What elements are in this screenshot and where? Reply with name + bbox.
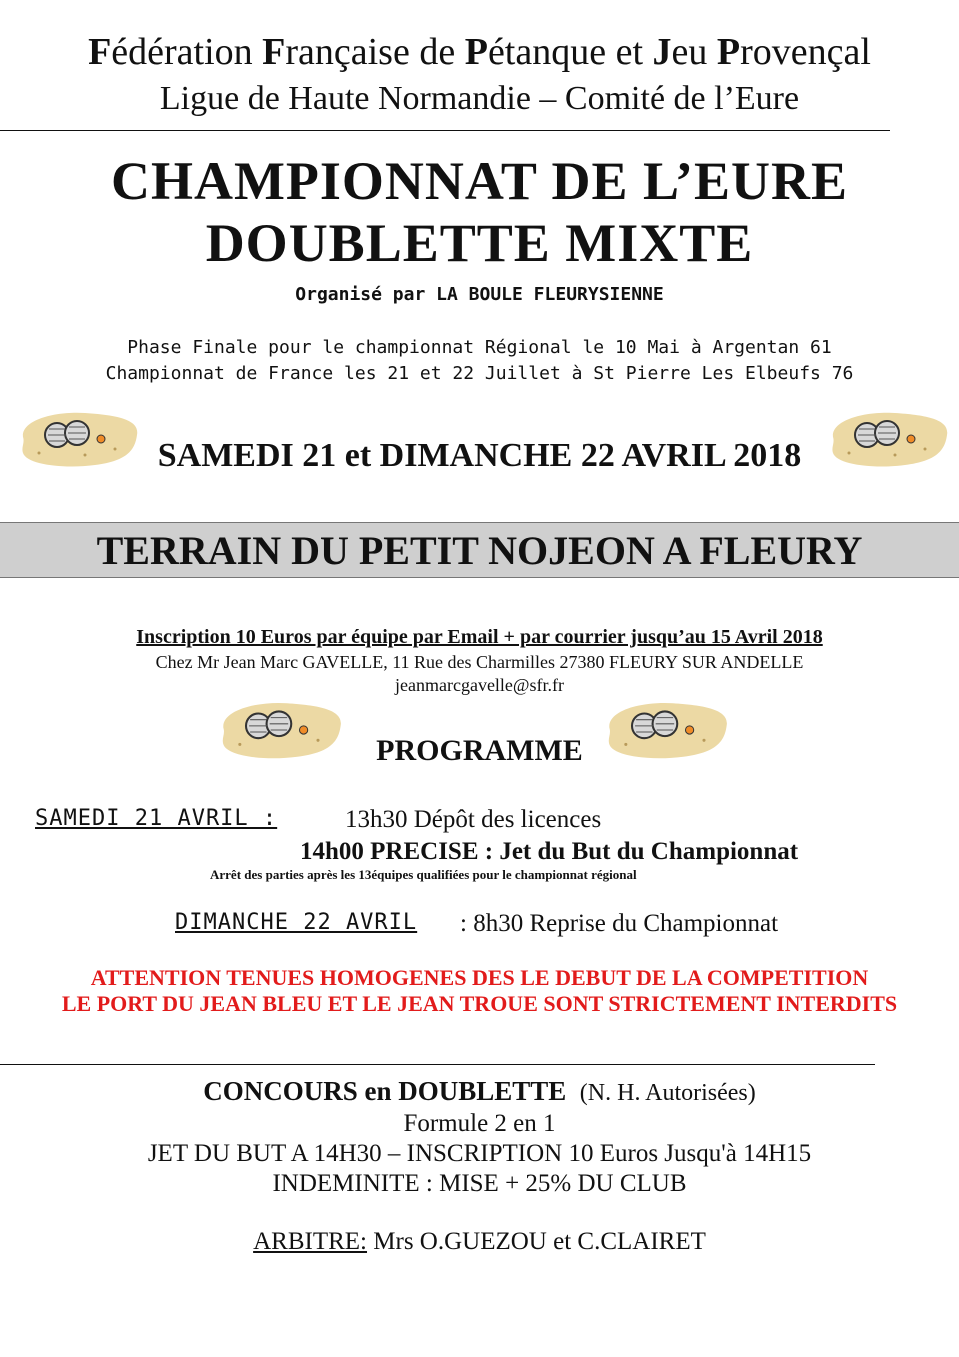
arbitre [0,1228,959,1256]
concours-jet: JET DU BUT A 14H30 – INSCRIPTION 10 Euros Jusqu'à 14H15 [147,1140,812,1167]
sunday-label: DIMANCHE 22 AVRIL [175,910,418,935]
fed-word-3: Pétanque et [464,31,653,73]
inscription-headline: Inscription 10 Euros par équipe par Email + par courrier jusqu’au 15 Avril 2018 [136,626,823,648]
fed-word-4: Jeu [652,31,717,73]
concours-title [0,1076,959,1107]
inscription-address: Chez Mr Jean Marc GAVELLE, 11 Rue des Charmilles 27380 FLEURY SUR ANDELLE [155,652,804,672]
fed-word-1: Fédération [88,31,263,73]
championship-subtitle: DOUBLETTE MIXTE [205,213,754,273]
saturday-note: Arrêt des parties après les 13équipes qualifiées pour le championnat régional [210,867,637,882]
fed-word-5: Provençal [716,31,871,73]
phase-france: Championnat de France les 21 et 22 Juillet à St Pierre Les Elbeufs 76 [105,363,854,384]
concours-indemnite: INDEMINITE : MISE + 25% DU CLUB [272,1170,687,1197]
inscription-email: jeanmarcgavelle@sfr.fr [395,675,564,695]
dress-code-warning: ATTENTION TENUES HOMOGENES DES LE DEBUT DE LA COMPETITION [90,965,869,990]
concours-formula: Formule 2 en 1 [403,1110,556,1137]
jean-ban-warning: LE PORT DU JEAN BLEU ET LE JEAN TROUE SONT STRICTEMENT INTERDITS [61,991,898,1016]
event-dates: SAMEDI 21 et DIMANCHE 22 AVRIL 2018 [157,437,802,474]
saturday-licences: 13h30 Dépôt des licences [345,806,602,833]
organizer: Organisé par LA BOULE FLEURYSIENNE [295,284,664,305]
saturday-start: 14h00 PRECISE : Jet du But du Championnat [300,838,799,865]
section-divider [0,1064,875,1065]
federation-title [0,30,959,74]
programme-heading: PROGRAMME [376,734,583,767]
ligue-subtitle: Ligue de Haute Normandie – Comité de l’Eure [159,80,800,117]
venue-title: TERRAIN DU PETIT NOJEON A FLEURY [96,528,863,573]
concours-note: (N. H. Autorisées) [579,1080,756,1106]
sunday-resume: : 8h30 Reprise du Championnat [460,910,779,937]
championship-title: CHAMPIONNAT DE L’EURE [110,151,849,211]
header-divider [0,130,890,131]
arbitre-label: ARBITRE: [253,1228,368,1255]
concours-name: CONCOURS en DOUBLETTE [203,1076,567,1106]
arbitre-names: Mrs O.GUEZOU et C.CLAIRET [373,1228,706,1255]
saturday-label: SAMEDI 21 AVRIL : [35,806,278,831]
fed-word-2: Française de [262,31,465,73]
phase-regional: Phase Finale pour le championnat Régional le 10 Mai à Argentan 61 [127,337,832,358]
